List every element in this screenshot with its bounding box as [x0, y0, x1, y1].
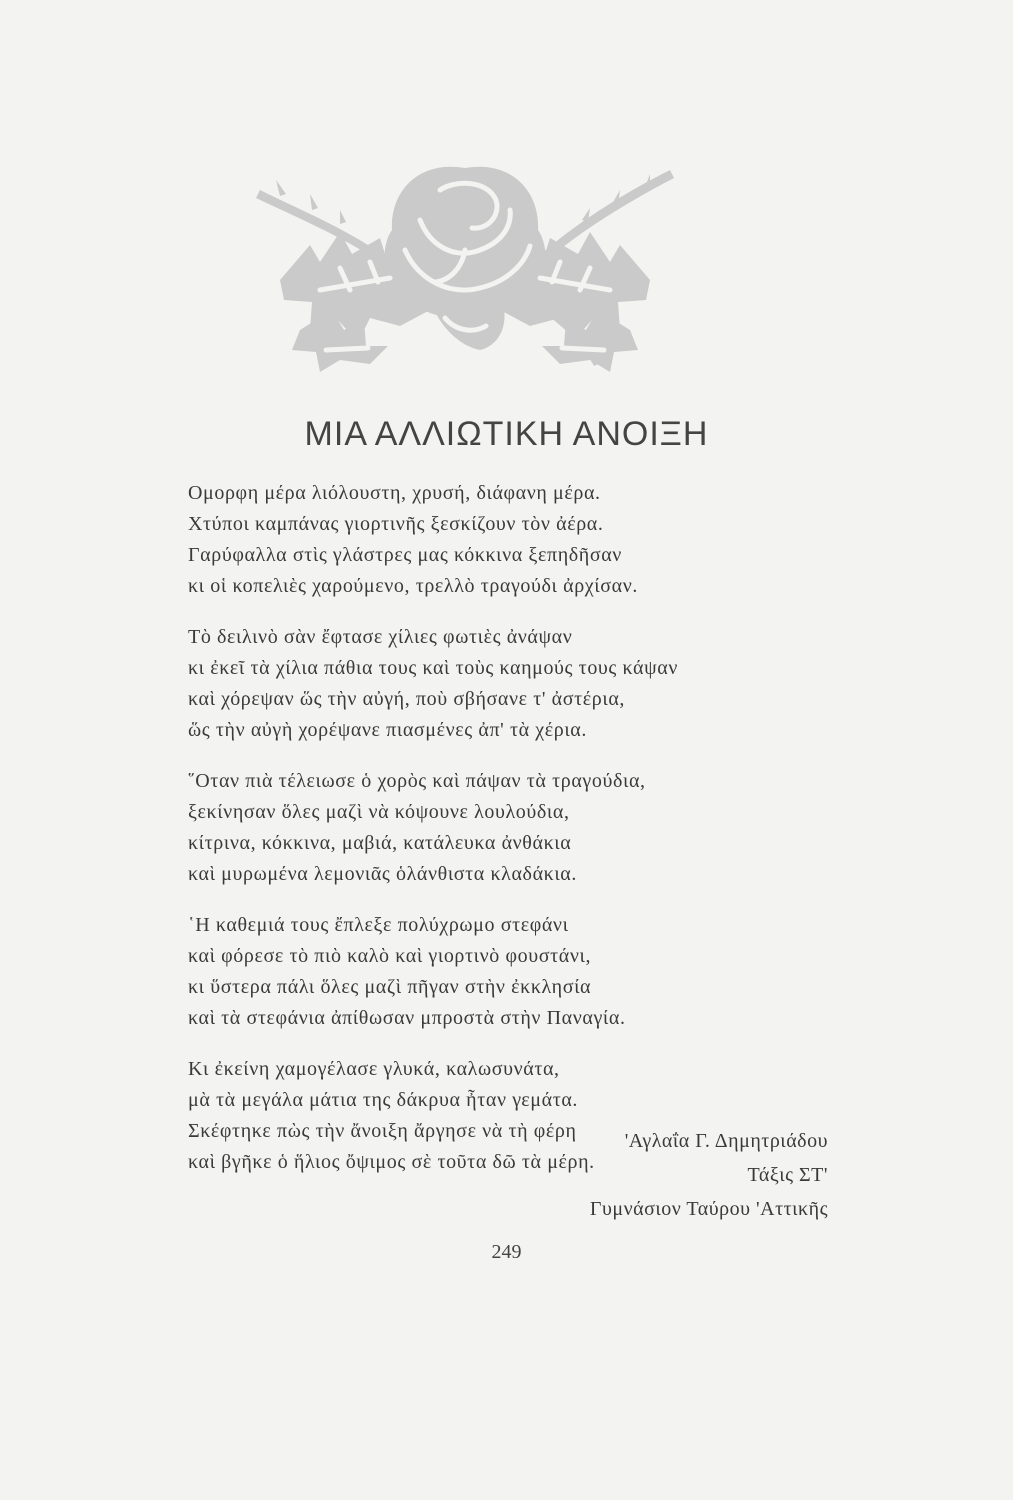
poem-line: ὥς τὴν αὐγὴ χορέψανε πιασμένες ἀπ' τὰ χέρια.	[188, 719, 587, 741]
author-school: Γυμνάσιον Ταύρου 'Αττικῆς	[589, 1198, 828, 1220]
poem-line: ῾Η καθεμιά τους ἔπλεξε πολύχρωμο στεφάνι	[188, 914, 569, 936]
stanza	[188, 478, 828, 602]
poem-line: κι ἐκεῖ τὰ χίλια πάθια τους καὶ τοὺς καημούς τους κάψαν	[188, 657, 678, 679]
poem-line: κίτρινα, κόκκινα, μαβιά, κατάλευκα ἀνθάκια	[188, 832, 572, 854]
poem-line: Γαρύφαλλα στὶς γλάστρες μας κόκκινα ξεπηδῆσαν	[188, 544, 622, 566]
poem-line: Χτύποι καμπάνας γιορτινῆς ξεσκίζουν τὸν ἀέρα.	[188, 513, 604, 535]
author-signature	[590, 1124, 828, 1226]
poem-line: κι ὕστερα πάλι ὅλες μαζὶ πῆγαν στὴν ἐκκλησία	[188, 976, 592, 998]
poem-line: καὶ μυρωμένα λεμονιᾶς ὁλάνθιστα κλαδάκια.	[188, 863, 577, 885]
rose-ornament-icon	[240, 150, 690, 375]
stanza	[188, 766, 828, 890]
poem-line: ῞Οταν πιὰ τέλειωσε ὁ χορὸς καὶ πάψαν τὰ τραγούδια,	[188, 770, 646, 792]
poem-line: καὶ τὰ στεφάνια ἀπίθωσαν μπροστὰ στὴν Παναγία.	[188, 1007, 626, 1029]
poem-line: Τὸ δειλινὸ σὰν ἔφτασε χίλιες φωτιὲς ἀνάψαν	[188, 626, 573, 648]
poem-line: καὶ χόρεψαν ὥς τὴν αὐγή, ποὺ σβήσανε τ' ἀστέρια,	[188, 688, 626, 710]
author-class: Τάξις ΣΤ'	[747, 1164, 828, 1186]
poem-line: Ομορφη μέρα λιόλουστη, χρυσή, διάφανη μέρα.	[188, 482, 601, 504]
poem-line: ξεκίνησαν ὅλες μαζὶ νὰ κόψουνε λουλούδια,	[188, 801, 570, 823]
poem-line: καὶ φόρεσε τὸ πιὸ καλὸ καὶ γιορτινὸ φουστάνι,	[188, 945, 592, 967]
poem-line: Σκέφτηκε πὼς τὴν ἄνοιξη ἄργησε νὰ τὴ φέρη	[188, 1120, 577, 1142]
poem-body	[188, 478, 828, 1198]
poem-title: ΜΙΑ ΑΛΛΙΩΤΙΚΗ ΑΝΟΙΞΗ	[304, 415, 709, 453]
stanza	[188, 622, 828, 746]
poem-line: καὶ βγῆκε ὁ ἥλιος ὄψιμος σὲ τοῦτα δῶ τὰ μέρη.	[188, 1151, 595, 1173]
stanza	[188, 910, 828, 1034]
poem-line: Κι ἐκείνη χαμογέλασε γλυκά, καλωσυνάτα,	[188, 1058, 560, 1080]
poem-line: μὰ τὰ μεγάλα μάτια της δάκρυα ἦταν γεμάτα.	[188, 1089, 579, 1111]
author-name: 'Αγλαΐα Γ. Δημητριάδου	[624, 1130, 828, 1152]
poem-line: κι οἱ κοπελιὲς χαρούμενο, τρελλὸ τραγούδι ἀρχίσαν.	[188, 575, 638, 597]
page-number: 249	[491, 1241, 522, 1263]
